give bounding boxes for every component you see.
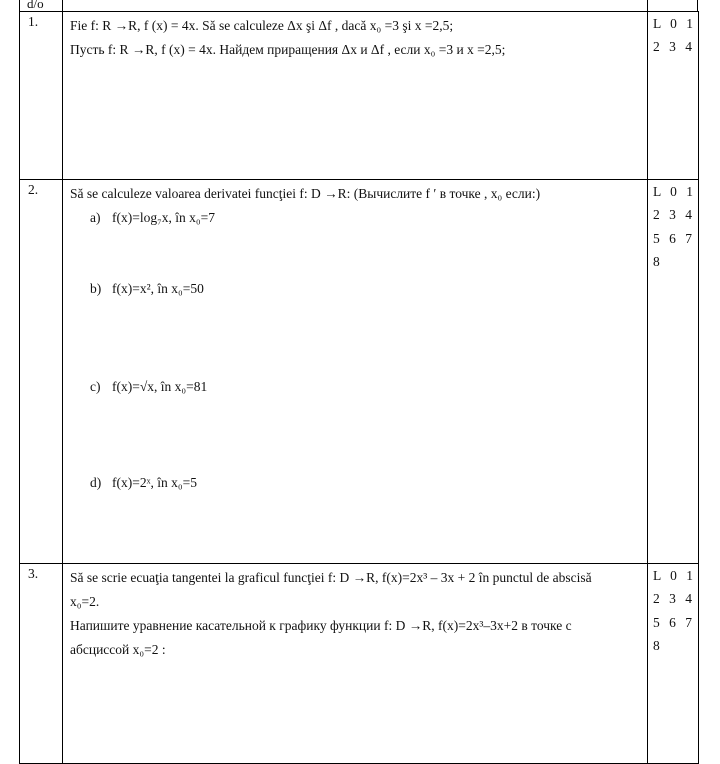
subtask-b (70, 279, 647, 299)
exercise-table (19, 11, 699, 764)
task-text-ru-cont: абсциссой x₀=2 : (70, 642, 166, 657)
score-cell (648, 180, 699, 564)
score-line: 2 3 4 (653, 207, 695, 223)
row-content (63, 564, 648, 764)
column-divider (62, 0, 63, 11)
row-number: 2. (20, 180, 63, 564)
table-row (20, 180, 699, 564)
score-line: 5 6 7 (653, 230, 695, 246)
score-line: 8 (653, 638, 663, 654)
task-text-ro: Fie f: R →R, f (x) = 4x. Să se calculeze Δx şi Δf , dacă x₀ =3 şi x =2,5; (70, 18, 454, 33)
subtask-text: f(x)=√x, în x₀=81 (112, 379, 208, 394)
score-line: 5 6 7 (653, 614, 695, 630)
subtask-text: f(x)=x², în x₀=50 (112, 281, 204, 296)
column-divider (647, 0, 648, 11)
subtask-label: b) (90, 281, 102, 296)
row-content (63, 180, 648, 564)
task-text-ru: Пусть f: R →R, f (x) = 4x. Найдем приращения Δx и Δf , если x₀ =3 и x =2,5; (70, 42, 506, 57)
score-line: L 0 1 (653, 568, 696, 583)
subtask-text: f(x)=2ˣ, în x₀=5 (112, 475, 197, 490)
score-line: L 0 1 (653, 184, 696, 199)
task-text-ru: Напишите уравнение касательной к графику функции f: D →R, f(x)=2x³–3x+2 в точке с (70, 618, 572, 633)
table-row (20, 564, 699, 764)
subtask-c (70, 377, 647, 397)
score-line: 2 3 4 (653, 591, 695, 607)
table-top-strip (19, 0, 698, 11)
subtask-label: a) (90, 210, 101, 225)
task-text-ro: Să se scrie ecuaţia tangentei la graficul funcţiei f: D →R, f(x)=2x³ – 3x + 2 în punctul de abscisă (70, 570, 592, 585)
task-text-ro-cont: x₀=2. (70, 594, 100, 609)
row-number: 3. (20, 564, 63, 764)
header-col-no: d/o (27, 0, 44, 11)
table-row (20, 12, 699, 180)
subtask-label: d) (90, 475, 102, 490)
subtask-a (70, 208, 647, 228)
score-cell (648, 12, 699, 180)
score-line: L 0 1 (653, 16, 696, 31)
subtask-text: f(x)=log₇x, în x₀=7 (112, 210, 216, 225)
row-content (63, 12, 648, 180)
task-text: Să se calculeze valoarea derivatei funcţiei f: D →R: (Вычислите f ′ в точке , x₀ если:) (70, 186, 541, 201)
row-number: 1. (20, 12, 63, 180)
score-line: 8 (653, 254, 663, 270)
score-cell (648, 564, 699, 764)
score-line: 2 3 4 (653, 39, 695, 55)
subtask-d (70, 473, 647, 493)
subtask-label: c) (90, 379, 101, 394)
